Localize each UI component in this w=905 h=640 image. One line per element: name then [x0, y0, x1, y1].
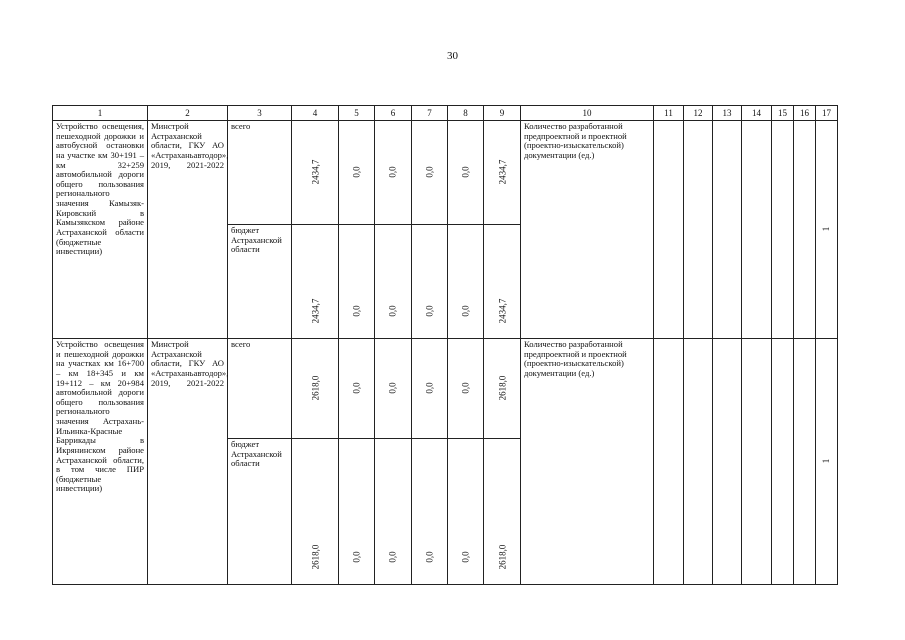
value-cell: 2618,0 [292, 339, 339, 439]
measures-table-container [52, 105, 837, 585]
header-cell: 16 [794, 106, 816, 121]
value-cell: 0,0 [448, 439, 484, 585]
year-cell [713, 121, 742, 339]
target-value-cell: 1 [816, 121, 838, 339]
value-cell: 0,0 [339, 121, 375, 225]
header-cell: 4 [292, 106, 339, 121]
measures-table [52, 105, 838, 585]
header-cell: 11 [654, 106, 684, 121]
value-cell: 0,0 [412, 225, 448, 339]
year-cell [794, 339, 816, 585]
header-cell: 12 [684, 106, 713, 121]
value-cell: 2434,7 [292, 225, 339, 339]
value-cell: 2618,0 [292, 439, 339, 585]
value-cell: 2618,0 [484, 439, 521, 585]
header-cell: 15 [772, 106, 794, 121]
value-cell: 0,0 [412, 339, 448, 439]
year-cell [654, 121, 684, 339]
table-row [53, 339, 838, 439]
header-cell: 8 [448, 106, 484, 121]
value-cell: 2434,7 [484, 121, 521, 225]
value-cell: 0,0 [448, 225, 484, 339]
value-cell: 2434,7 [484, 225, 521, 339]
target-value-cell: 1 [816, 339, 838, 585]
source-cell: бюджет Астраханской области [228, 439, 292, 585]
year-cell [772, 339, 794, 585]
source-cell: всего [228, 339, 292, 439]
header-cell: 2 [148, 106, 228, 121]
header-cell: 5 [339, 106, 375, 121]
year-cell [713, 339, 742, 585]
value-cell: 2434,7 [292, 121, 339, 225]
header-cell: 14 [742, 106, 772, 121]
year-cell [684, 121, 713, 339]
year-cell [742, 121, 772, 339]
year-cell [772, 121, 794, 339]
event-cell: Устройство освещения, пешеходной дорожки и автобусной остановки на участке км 30+191 – км 32+259 автомобильной дороги общего пользования регионального значения Камызяк-Кировский в Камызякском районе Астраханской области (бюджетные инвестиции) [53, 121, 148, 339]
header-cell: 9 [484, 106, 521, 121]
value-cell: 0,0 [375, 439, 412, 585]
header-cell: 6 [375, 106, 412, 121]
value-cell: 0,0 [448, 339, 484, 439]
header-cell: 3 [228, 106, 292, 121]
value-cell: 0,0 [412, 439, 448, 585]
page-number: 30 [447, 50, 458, 62]
header-cell: 10 [521, 106, 654, 121]
value-cell: 0,0 [412, 121, 448, 225]
value-cell: 0,0 [375, 225, 412, 339]
value-cell: 0,0 [375, 339, 412, 439]
value-cell: 0,0 [448, 121, 484, 225]
year-cell [742, 339, 772, 585]
executor-cell: Минстрой Астраханской области, ГКУ АО «Астраханьавтодор», 2019, 2021-2022 [148, 121, 228, 339]
table-row [53, 121, 838, 225]
header-cell: 17 [816, 106, 838, 121]
value-cell: 0,0 [339, 339, 375, 439]
source-cell: всего [228, 121, 292, 225]
indicator-cell: Количество разработанной предпроектной и проектной (проектно-изыскательской) документации (ед.) [521, 339, 654, 585]
source-cell: бюджет Астраханской области [228, 225, 292, 339]
executor-cell: Минстрой Астраханской области, ГКУ АО «Астраханьавтодор», 2019, 2021-2022 [148, 339, 228, 585]
header-cell: 7 [412, 106, 448, 121]
value-cell: 0,0 [375, 121, 412, 225]
year-cell [684, 339, 713, 585]
year-cell [794, 121, 816, 339]
value-cell: 0,0 [339, 439, 375, 585]
header-row [53, 106, 838, 121]
header-cell: 1 [53, 106, 148, 121]
value-cell: 0,0 [339, 225, 375, 339]
header-cell: 13 [713, 106, 742, 121]
value-cell: 2618,0 [484, 339, 521, 439]
indicator-cell: Количество разработанной предпроектной и проектной (проектно-изыскательской) документации (ед.) [521, 121, 654, 339]
event-cell: Устройство освещения и пешеходной дорожки на участках км 16+700 – км 18+345 и км 19+112 – км 20+984 автомобильной дороги общего пользования регионального значения Астрахань-Ильинка-Красные Баррикады в Икрянинском районе Астраханской области, в том числе ПИР (бюджетные инвестиции) [53, 339, 148, 585]
year-cell [654, 339, 684, 585]
